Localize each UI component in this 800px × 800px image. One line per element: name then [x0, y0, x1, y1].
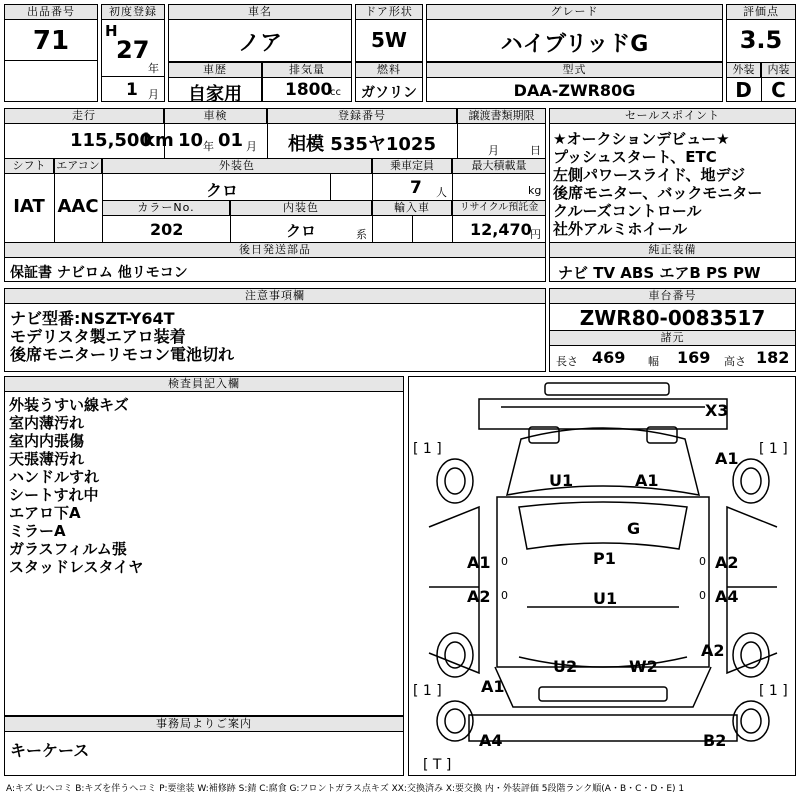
- damage-legend: A:キズ U:ヘコミ B:キズを伴うヘコミ P:要塗装 W:補修跡 S:錆 C:腐食 G:フロントガラス点キズ XX:交換済み X:要交換 内・外装評価 5段階ランク順(A・B・C・D・E) 1: [6, 784, 685, 794]
- lot-label: 出品番号: [4, 4, 98, 20]
- spare-tire: [ T ]: [423, 757, 452, 773]
- int-grade: C: [771, 78, 786, 102]
- notes-list: [10, 310, 234, 364]
- list-item: 後席モニターリモコン電池切れ: [10, 345, 235, 364]
- color-no-label: カラーNo.: [102, 200, 230, 216]
- list-item: スタッドレスタイヤ: [9, 558, 144, 576]
- list-item: 天張薄汚れ: [9, 450, 85, 468]
- era: H: [105, 22, 118, 40]
- history: 自家用: [188, 84, 242, 105]
- later-parts: 保証書 ナビロム 他リモコン: [10, 265, 188, 281]
- height-label: 高さ: [724, 355, 746, 368]
- grade-label: グレード: [426, 4, 723, 20]
- transfer-month-unit: 月: [488, 144, 499, 157]
- divider: [267, 124, 268, 158]
- damage-mark-x3: X3: [705, 401, 729, 420]
- chassis-number: ZWR80-0083517: [579, 306, 766, 330]
- damage-mark-u2: U2: [553, 657, 578, 676]
- ac-label: エアコン: [54, 158, 102, 174]
- sales-points-label: セールスポイント: [549, 108, 796, 124]
- notes-label: 注意事項欄: [4, 288, 546, 304]
- fuel-label: 燃料: [355, 62, 423, 78]
- list-item: クルーズコントロール: [553, 202, 702, 220]
- inspection-label: 車検: [164, 108, 267, 124]
- damage-mark-u1-front: U1: [549, 471, 574, 490]
- damage-mark-a2-left: A2: [467, 587, 491, 606]
- load-unit: kg: [528, 184, 542, 197]
- model-code: DAA-ZWR80G: [513, 81, 636, 100]
- first-reg-year: 27: [116, 36, 150, 64]
- shift-label: シフト: [4, 158, 54, 174]
- tire-rl: [ 1 ]: [413, 683, 442, 699]
- ac: AAC: [57, 196, 99, 217]
- displacement-label: 排気量: [262, 62, 352, 78]
- damage-mark-b2-rear: B2: [703, 731, 727, 750]
- int-color-label: 内装色: [230, 200, 372, 216]
- damage-mark-a2-rr-tire: A2: [701, 641, 725, 660]
- damage-mark-a1-fr-tire: A1: [715, 449, 739, 468]
- recycle-label: リサイクル預託金: [452, 200, 546, 216]
- insp-month-unit: 月: [246, 140, 257, 153]
- divider: [4, 60, 98, 61]
- damage-mark-small: 0: [501, 589, 508, 602]
- door-label: ドア形状: [355, 4, 423, 20]
- displacement-unit: cc: [330, 87, 341, 98]
- damage-diagram: [408, 376, 796, 776]
- office-label: 事務局よりご案内: [4, 716, 404, 732]
- length-label: 長さ: [556, 355, 578, 368]
- chassis-label: 車台番号: [549, 288, 796, 304]
- capacity: 7: [410, 178, 422, 198]
- damage-mark-a1-rear-left: A1: [481, 677, 505, 696]
- divider: [761, 78, 762, 102]
- damage-mark-w2: W2: [629, 657, 658, 676]
- int-color: クロ: [286, 222, 317, 240]
- year-unit: 年: [148, 62, 159, 75]
- spec-label: 諸元: [549, 330, 796, 346]
- insp-year-unit: 年: [203, 140, 214, 153]
- ext-grade: D: [735, 78, 752, 102]
- list-item: ★オークションデビュー★: [553, 130, 730, 148]
- month-unit: 月: [148, 88, 159, 101]
- damage-mark-a1-front: A1: [635, 471, 659, 490]
- insp-month: 01: [218, 130, 244, 151]
- damage-mark-small: 0: [699, 555, 706, 568]
- displacement: 1800: [285, 80, 333, 100]
- divider: [330, 174, 331, 200]
- tire-rr: [ 1 ]: [759, 683, 788, 699]
- damage-mark-p1: P1: [593, 549, 616, 568]
- plate-label: 登録番号: [267, 108, 457, 124]
- damage-mark-small: 0: [699, 589, 706, 602]
- color-label: 外装色: [102, 158, 372, 174]
- color-no: 202: [150, 220, 184, 239]
- mileage-label: 走行: [4, 108, 164, 124]
- car-name-label: 車名: [168, 4, 352, 20]
- recycle: 12,470: [470, 220, 532, 239]
- sales-points-list: [553, 130, 762, 238]
- inspector-label: 検査員記入欄: [4, 376, 404, 392]
- divider: [101, 76, 165, 77]
- divider: [452, 216, 453, 242]
- inspector-list: [9, 396, 143, 576]
- tire-fl: [ 1 ]: [413, 441, 442, 457]
- divider: [372, 216, 373, 242]
- list-item: 後席モニター、バックモニター: [553, 184, 763, 202]
- length: 469: [592, 348, 626, 367]
- damage-mark-a1-left: A1: [467, 553, 491, 572]
- list-item: ミラーA: [9, 522, 66, 540]
- divider: [412, 216, 413, 242]
- history-label: 車歴: [168, 62, 262, 78]
- list-item: 左側パワースライド、地デジ: [553, 166, 746, 184]
- divider: [372, 174, 373, 200]
- recycle-unit: 円: [530, 228, 541, 241]
- load-label: 最大積載量: [452, 158, 546, 174]
- ext-grade-label: 外装: [726, 62, 761, 78]
- capacity-label: 乗車定員: [372, 158, 452, 174]
- score-label: 評価点: [726, 4, 796, 20]
- mileage: 115,500: [70, 130, 152, 151]
- transfer-day-unit: 日: [530, 144, 541, 157]
- later-parts-label: 後日発送部品: [4, 242, 546, 258]
- office-text: キーケース: [10, 741, 90, 760]
- divider: [164, 124, 165, 158]
- list-item: ガラスフィルム張: [9, 540, 127, 558]
- tire-fr: [ 1 ]: [759, 441, 788, 457]
- divider: [230, 216, 231, 242]
- transfer-label: 譲渡書類期限: [457, 108, 546, 124]
- damage-mark-u1-mid: U1: [593, 589, 618, 608]
- fuel: ガソリン: [361, 85, 417, 101]
- door-type: 5W: [371, 28, 407, 52]
- list-item: エアロ下A: [9, 504, 81, 522]
- shift: IAT: [13, 196, 45, 217]
- int-grade-label: 内装: [761, 62, 796, 78]
- mileage-unit: km: [143, 130, 174, 151]
- divider: [54, 174, 55, 242]
- car-name: ノア: [237, 31, 282, 56]
- list-item: モデリスタ製エアロ装着: [10, 327, 186, 346]
- plate: 相模 535ヤ1025: [288, 134, 436, 155]
- list-item: 室内薄汚れ: [9, 414, 85, 432]
- list-item: 室内内張傷: [9, 432, 85, 450]
- divider: [457, 124, 458, 158]
- model-label: 型式: [426, 62, 723, 78]
- score: 3.5: [739, 26, 783, 54]
- list-item: ハンドルすれ: [9, 468, 100, 486]
- height: 182: [756, 348, 790, 367]
- damage-mark-a4-right: A4: [715, 587, 739, 606]
- color: クロ: [206, 181, 239, 200]
- list-item: 社外アルミホイール: [553, 220, 688, 238]
- car-outline: [409, 377, 796, 776]
- width-label: 幅: [648, 355, 659, 368]
- lot-number: 71: [32, 26, 70, 56]
- capacity-unit: 人: [436, 186, 447, 199]
- list-item: ナビ型番:NSZT-Y64T: [10, 310, 175, 328]
- damage-mark-a2-right: A2: [715, 553, 739, 572]
- first-reg-month: 1: [126, 80, 138, 100]
- insp-year: 10: [178, 130, 204, 151]
- damage-mark-small: 0: [501, 555, 508, 568]
- equipment-label: 純正装備: [549, 242, 796, 258]
- width: 169: [677, 348, 711, 367]
- grade: ハイブリッドG: [500, 32, 649, 57]
- list-item: プッシュスタート、ETC: [553, 148, 717, 166]
- damage-mark-a4-rear: A4: [479, 731, 503, 750]
- list-item: シートすれ中: [9, 486, 99, 504]
- list-item: 外装うすい線キズ: [9, 396, 129, 414]
- divider: [452, 174, 453, 200]
- damage-mark-g: G: [627, 519, 641, 538]
- first-reg-label: 初度登録: [101, 4, 165, 20]
- equipment: ナビ TV ABS エアB PS PW: [558, 264, 761, 282]
- int-color-unit: 系: [356, 228, 367, 241]
- import-label: 輸入車: [372, 200, 452, 216]
